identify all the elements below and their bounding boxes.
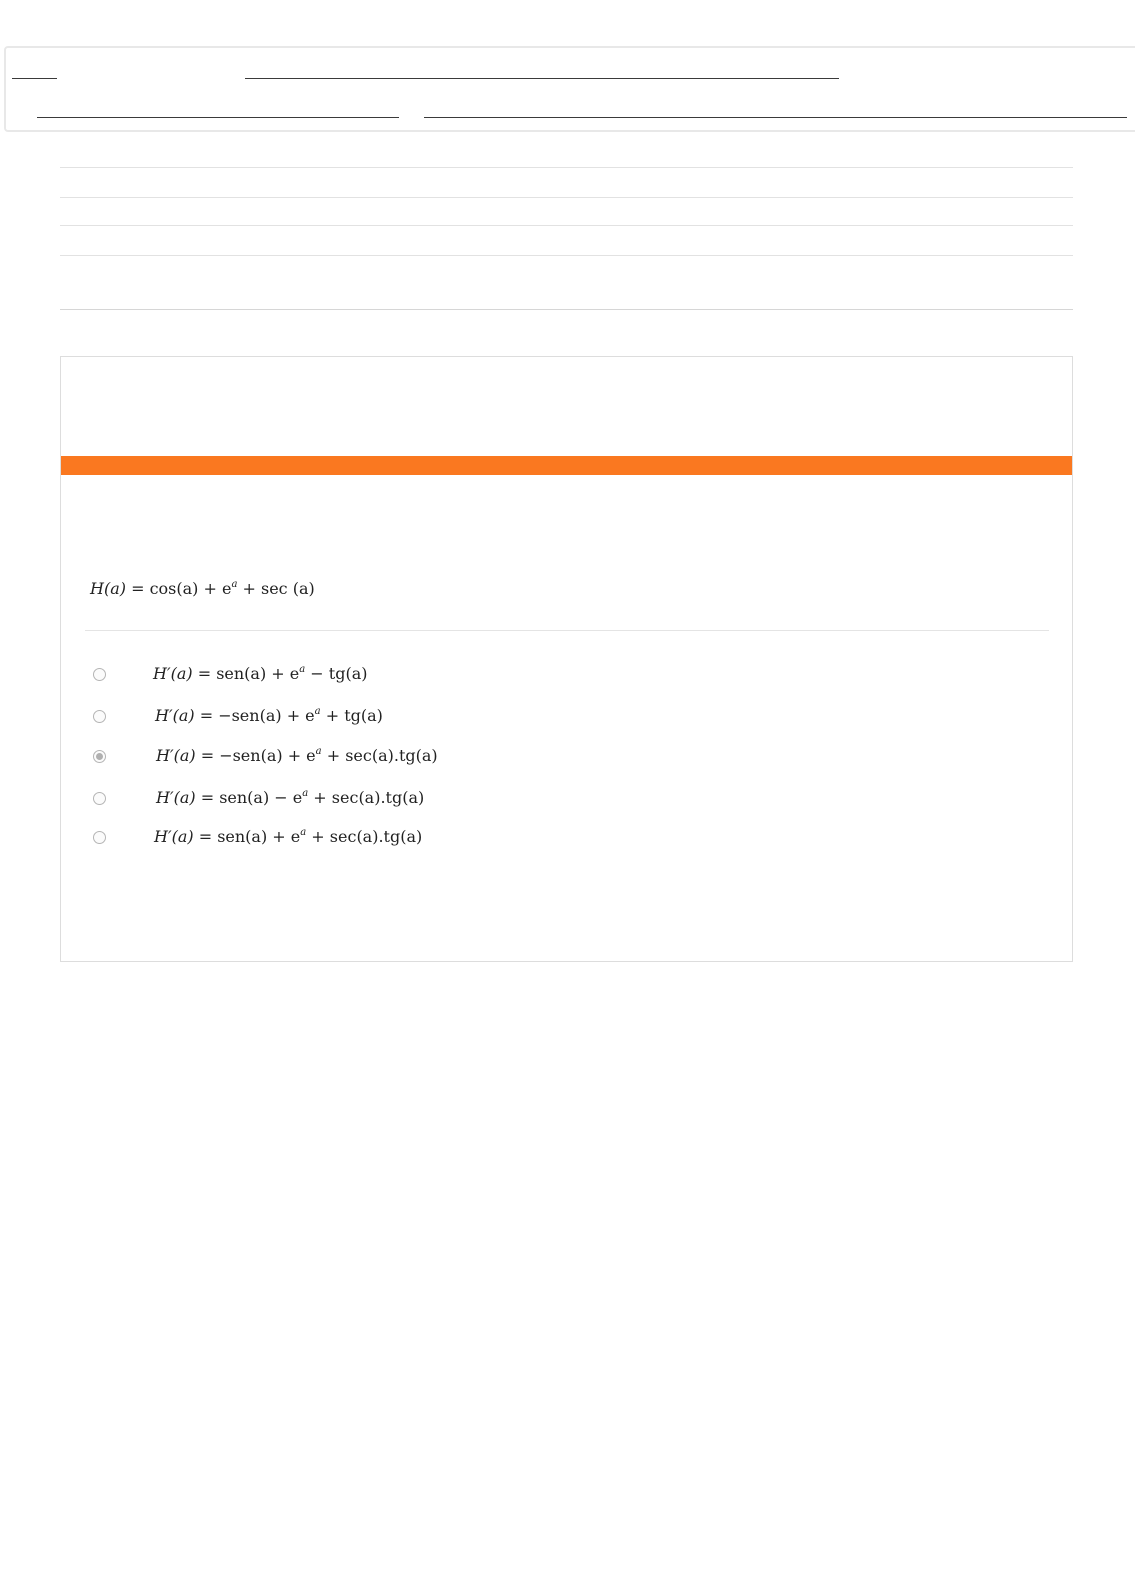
statement-eq: = cos(a) + e [125,579,232,598]
answer-mid: = sen(a) + e [193,827,301,846]
answer-option-1[interactable] [93,664,993,688]
header-box [4,46,1135,132]
header-link-3[interactable] [37,117,399,118]
answer-text [154,827,422,846]
question-divider [85,630,1049,631]
radio-button[interactable] [93,792,106,805]
answer-text [153,664,368,683]
answer-rest: + sec(a).tg(a) [321,746,438,765]
answer-exp: a [314,706,321,717]
answer-rest: + sec(a).tg(a) [306,827,423,846]
info-row-2 [60,197,1073,198]
answer-lhs: H′(a) [155,706,195,725]
question-header-bar [61,456,1072,475]
answer-mid: = sen(a) + e [192,664,300,683]
answer-lhs: H′(a) [156,788,196,807]
answer-rest: − tg(a) [305,664,368,683]
answer-exp: a [315,746,322,757]
radio-button-selected[interactable] [93,750,106,763]
header-link-1[interactable] [12,78,57,79]
answer-option-2[interactable] [93,706,993,730]
answer-mid: = sen(a) − e [195,788,303,807]
answer-text [156,788,424,807]
answer-lhs: H′(a) [154,827,194,846]
answer-mid: = −sen(a) + e [194,706,315,725]
answer-option-5[interactable] [93,827,993,851]
radio-button[interactable] [93,831,106,844]
answer-exp: a [300,827,307,838]
answer-text [155,706,383,725]
answer-exp: a [299,664,306,675]
question-card [60,356,1073,962]
question-statement [90,579,315,598]
header-link-2[interactable] [245,78,839,79]
answer-lhs: H′(a) [153,664,193,683]
answer-mid: = −sen(a) + e [195,746,316,765]
answer-lhs: H′(a) [156,746,196,765]
info-row-1 [60,167,1073,168]
statement-exp: a [231,579,238,590]
answer-option-4[interactable] [93,788,993,812]
info-row-4 [60,255,1073,256]
answer-text [156,746,438,765]
radio-button[interactable] [93,668,106,681]
statement-rest: + sec (a) [237,579,315,598]
answer-rest: + sec(a).tg(a) [308,788,425,807]
answer-rest: + tg(a) [320,706,383,725]
statement-lhs: H(a) [90,579,126,598]
info-row-3 [60,225,1073,226]
info-row-5 [60,309,1073,310]
header-link-4[interactable] [424,117,1127,118]
radio-button[interactable] [93,710,106,723]
answer-exp: a [302,788,309,799]
answer-option-3[interactable] [93,746,993,770]
